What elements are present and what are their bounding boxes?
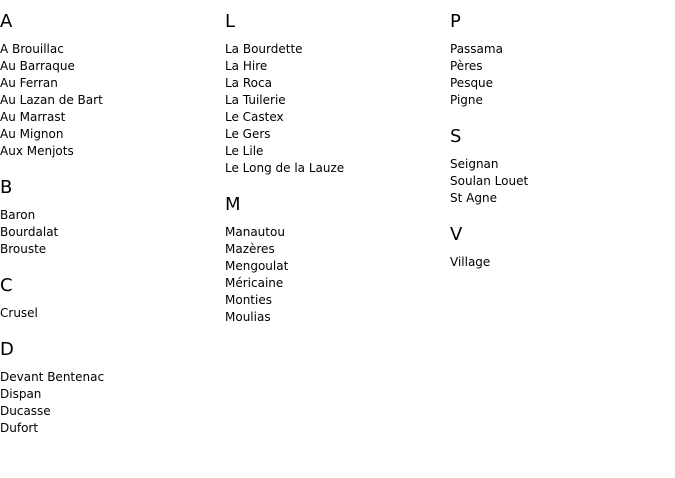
place-list xyxy=(0,305,225,322)
list-item[interactable]: La Roca xyxy=(225,76,272,90)
index-column-3 xyxy=(450,0,675,288)
list-item[interactable]: Soulan Louet xyxy=(450,174,529,188)
letter-group-p xyxy=(450,11,675,109)
letter-heading: C xyxy=(0,275,13,296)
list-item[interactable]: Seignan xyxy=(450,157,499,171)
letter-group-b xyxy=(0,177,225,258)
list-item[interactable]: Le Lile xyxy=(225,144,264,158)
place-list xyxy=(450,254,675,271)
place-list xyxy=(0,207,225,258)
letter-heading: A xyxy=(0,11,13,32)
list-item[interactable]: Pères xyxy=(450,59,483,73)
list-item[interactable]: Monties xyxy=(225,293,272,307)
list-item[interactable]: Le Gers xyxy=(225,127,271,141)
list-item[interactable]: Mengoulat xyxy=(225,259,289,273)
list-item[interactable]: Ducasse xyxy=(0,404,51,418)
list-item[interactable]: Au Lazan de Bart xyxy=(0,93,103,107)
place-list xyxy=(0,41,225,160)
list-item[interactable]: Pesque xyxy=(450,76,494,90)
letter-heading: L xyxy=(225,11,236,32)
list-item[interactable]: Baron xyxy=(0,208,36,222)
list-item[interactable]: Au Marrast xyxy=(0,110,66,124)
letter-group-l xyxy=(225,11,450,177)
place-list xyxy=(450,156,675,207)
letter-heading: V xyxy=(450,224,463,245)
letter-group-d xyxy=(0,339,225,437)
list-item[interactable]: Village xyxy=(450,255,491,269)
list-item[interactable]: La Hire xyxy=(225,59,268,73)
letter-heading: P xyxy=(450,11,461,32)
list-item[interactable]: Bourdalat xyxy=(0,225,59,239)
letter-heading: B xyxy=(0,177,13,198)
letter-group-c xyxy=(0,275,225,322)
list-item[interactable]: La Tuilerie xyxy=(225,93,286,107)
letter-group-a xyxy=(0,11,225,160)
place-list xyxy=(225,224,450,326)
list-item[interactable]: Au Barraque xyxy=(0,59,75,73)
list-item[interactable]: Méricaine xyxy=(225,276,284,290)
list-item[interactable]: Pigne xyxy=(450,93,483,107)
list-item[interactable]: Passama xyxy=(450,42,503,56)
place-list xyxy=(0,369,225,437)
letter-group-v xyxy=(450,224,675,271)
list-item[interactable]: St Agne xyxy=(450,191,497,205)
list-item[interactable]: Dufort xyxy=(0,421,39,435)
list-item[interactable]: Aux Menjots xyxy=(0,144,74,158)
list-item[interactable]: Au Ferran xyxy=(0,76,58,90)
list-item[interactable]: Au Mignon xyxy=(0,127,64,141)
list-item[interactable]: Le Long de la Lauze xyxy=(225,161,345,175)
list-item[interactable]: Moulias xyxy=(225,310,271,324)
letter-group-s xyxy=(450,126,675,207)
list-item[interactable]: Mazères xyxy=(225,242,275,256)
list-item[interactable]: Dispan xyxy=(0,387,42,401)
list-item[interactable]: La Bourdette xyxy=(225,42,303,56)
letter-group-m xyxy=(225,194,450,326)
letter-heading: D xyxy=(0,339,14,360)
place-list xyxy=(225,41,450,177)
letter-heading: M xyxy=(225,194,241,215)
list-item[interactable]: Manautou xyxy=(225,225,285,239)
place-list xyxy=(450,41,675,109)
list-item[interactable]: Crusel xyxy=(0,306,38,320)
letter-heading: S xyxy=(450,126,462,147)
index-column-1 xyxy=(0,0,225,454)
list-item[interactable]: A Brouillac xyxy=(0,42,64,56)
index-column-2 xyxy=(225,0,450,343)
list-item[interactable]: Devant Bentenac xyxy=(0,370,105,384)
list-item[interactable]: Le Castex xyxy=(225,110,284,124)
list-item[interactable]: Brouste xyxy=(0,242,47,256)
